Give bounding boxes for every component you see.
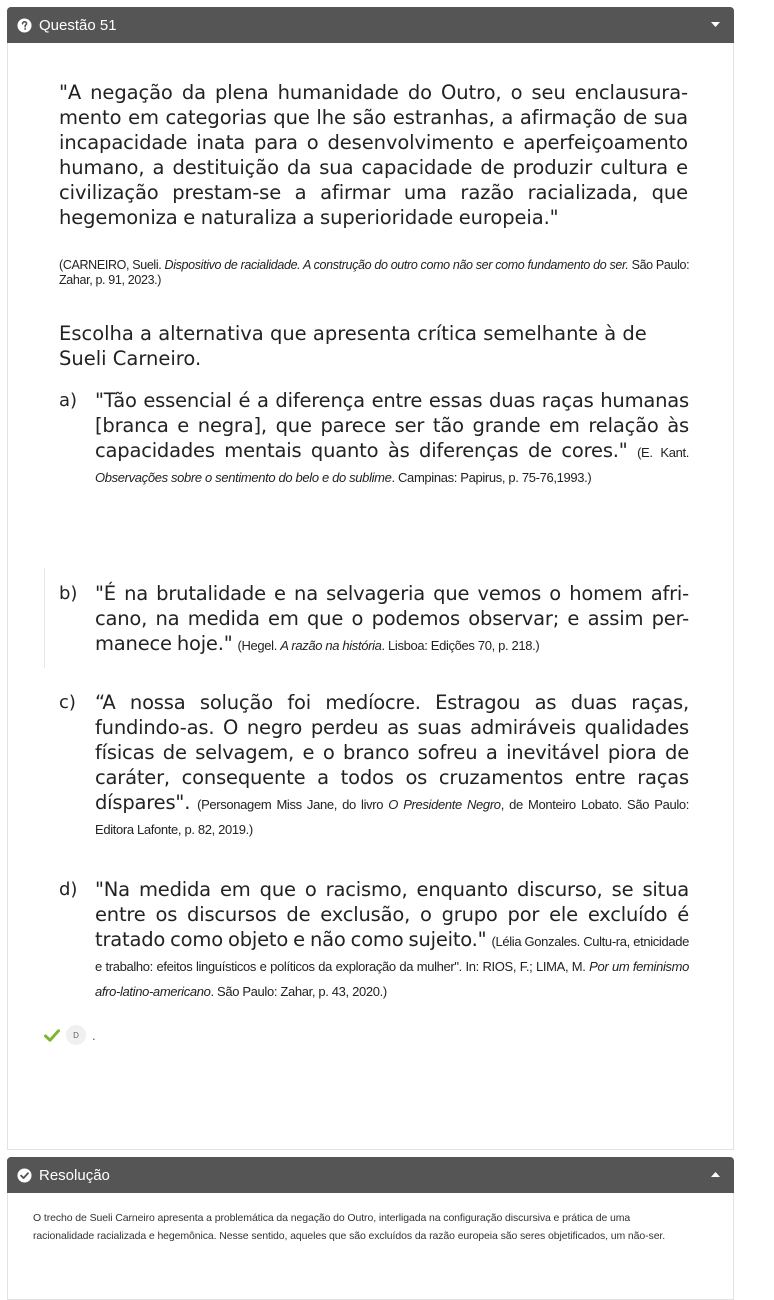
caret-down-icon[interactable] [711, 22, 720, 28]
resolution-panel-header[interactable] [7, 1157, 734, 1193]
option-letter: a) [59, 390, 78, 411]
resolution-text: O trecho de Sueli Carneiro apresenta a problemática da negação do Outro, interligada na configuração discursiva e prática de uma racionalidade racializada e hegemônica. Nesse sentido, aqueles que são excluídos da razão europeia são seres objetificados, um não-ser. [33, 1212, 666, 1242]
question-prompt: Escolha a alternativa que apresenta crítica semelhante à de Sueli Carneiro. [59, 322, 647, 370]
divider [44, 568, 45, 668]
option-text: "É na brutalidade e na selvageria que vemos o homem afri-cano, na medida em que o podemos observar; e assim per-manece hoje." (Hegel. A razão na história. Lisboa: Edições 70, p. 218.) [95, 582, 689, 655]
question-panel-header[interactable] [7, 7, 734, 43]
option-source: (E. Kant. Observações sobre o sentimento do belo e do sublime. Campinas: Papirus, p. 75-76,1993.) [95, 445, 689, 485]
answer-trailing: . [92, 1027, 96, 1043]
caret-up-icon[interactable] [711, 1172, 720, 1178]
option-source: (Personagem Miss Jane, do livro O Presidente Negro, de Monteiro Lobato. São Paulo: Editora Lafonte, p. 82, 2019.) [95, 797, 690, 837]
option-text: "Tão essencial é a diferença entre essas duas raças humanas [branca e negra], que parece ser tão grande em relação às capacidades mentais quanto às diferenças de cores." (E. Kant. Observações sobre o sentimento do belo e do sublime. Campinas: Papirus, p. 75-76,1993.) [95, 389, 689, 485]
option-source: (Hegel. A razão na história. Lisboa: Edições 70, p. 218.) [237, 638, 540, 653]
option-text: "Na medida em que o racismo, enquanto discurso, se situa entre os discursos de exclusão, o grupo por ele excluído é tratado como objeto e não como sujeito." (Lélia Gonzales. Cultu-ra, etnicidade e trabalho: efeitos linguísticos e políticos da exploração da mulher". In: RIOS, F.; LIMA, M. Por um feminismo afro-latino-americano. São Paulo: Zahar, p. 43, 2020.) [95, 878, 689, 999]
option-letter: d) [59, 879, 78, 900]
question-circle-icon [17, 18, 32, 33]
resolution-title: Resolução [39, 1166, 110, 1184]
option-letter: b) [59, 583, 78, 604]
quote-citation: (CARNEIRO, Sueli. Dispositivo de racialidade. A construção do outro como não ser como fundamento do ser. São Paulo: Zahar, p. 91, 2023.) [59, 258, 690, 287]
check-circle-icon [17, 1168, 32, 1183]
check-icon [44, 1029, 60, 1042]
option-source: (Lélia Gonzales. Cultu-ra, etnicidade e trabalho: efeitos linguísticos e políticos da exploração da mulher". In: RIOS, F.; LIMA, M. Por um feminismo afro-latino-americano. São Paulo: Zahar, p. 43, 2020.) [95, 934, 689, 999]
question-quote: "A negação da plena humanidade do Outro, o seu enclausura-mento em categorias que lhe são estranhas, a afirmação de sua incapacidade inata para o desenvolvimento e aperfeiçoamento humano, a destituição da sua capacidade de produzir cultura e civilização prestam-se a afirmar uma razão racializada, que hegemoniza e naturaliza a superioridade europeia." [59, 81, 688, 229]
answer-badge: D [66, 1025, 86, 1045]
option-letter: c) [59, 692, 76, 713]
option-text: “A nossa solução foi medíocre. Estragou as duas raças, fundindo-as. O negro perdeu as suas admiráveis qualidades físicas de selvagem, e o branco sofreu a inevitável piora de caráter, consequente a todos os cruzamentos entre raças díspares". (Personagem Miss Jane, do livro O Presidente Negro, de Monteiro Lobato. São Paulo: Editora Lafonte, p. 82, 2019.) [95, 691, 690, 837]
answer-indicator [44, 1024, 96, 1046]
question-title: Questão 51 [39, 16, 117, 34]
